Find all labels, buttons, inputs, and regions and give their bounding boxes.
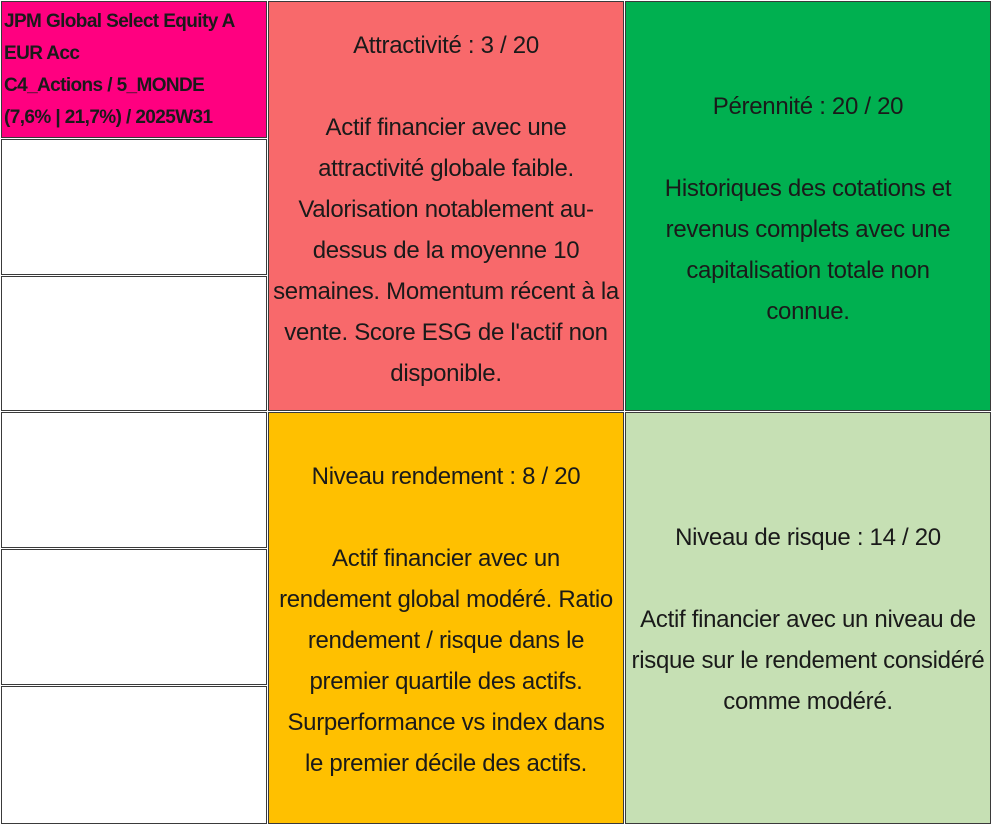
perennite-score: Pérennité : 20 / 20: [712, 93, 904, 120]
rendement-panel: [268, 412, 624, 824]
attractivite-description: Actif financier avec une attractivité globale faible. Valorisation notablement au-dessus de la moyenne 10 semaines. Momentum récent à la vente. Score ESG de l'actif non disponible.: [273, 114, 619, 387]
empty-cell: [1, 276, 267, 411]
rendement-description: Actif financier avec un rendement global modéré. Ratio rendement / risque dans le premier quartile des actifs. Surperformance vs index dans le premier décile des actifs.: [279, 545, 613, 777]
risque-score: Niveau de risque : 14 / 20: [675, 524, 941, 551]
risque-description: Actif financier avec un niveau de risque sur le rendement considéré comme modéré.: [631, 606, 985, 715]
fund-title-cell: [1, 1, 267, 138]
empty-cell: [1, 686, 267, 824]
empty-cell: [1, 139, 267, 275]
attractivite-score: Attractivité : 3 / 20: [353, 32, 539, 59]
perennite-panel: [625, 1, 991, 411]
empty-cell: [1, 549, 267, 685]
fund-category: C4_Actions / 5_MONDE: [4, 75, 205, 96]
empty-cell: [1, 412, 267, 548]
fund-stats: (7,6% | 21,7%) / 2025W31: [4, 107, 213, 128]
fund-name-line2: EUR Acc: [4, 43, 80, 64]
perennite-description: Historiques des cotations et revenus complets avec une capitalisation totale non connue.: [664, 175, 952, 325]
risque-panel: [625, 412, 991, 824]
attractivite-panel: [268, 1, 624, 411]
fund-name-line1: JPM Global Select Equity A: [4, 11, 235, 32]
rendement-score: Niveau rendement : 8 / 20: [311, 463, 581, 490]
